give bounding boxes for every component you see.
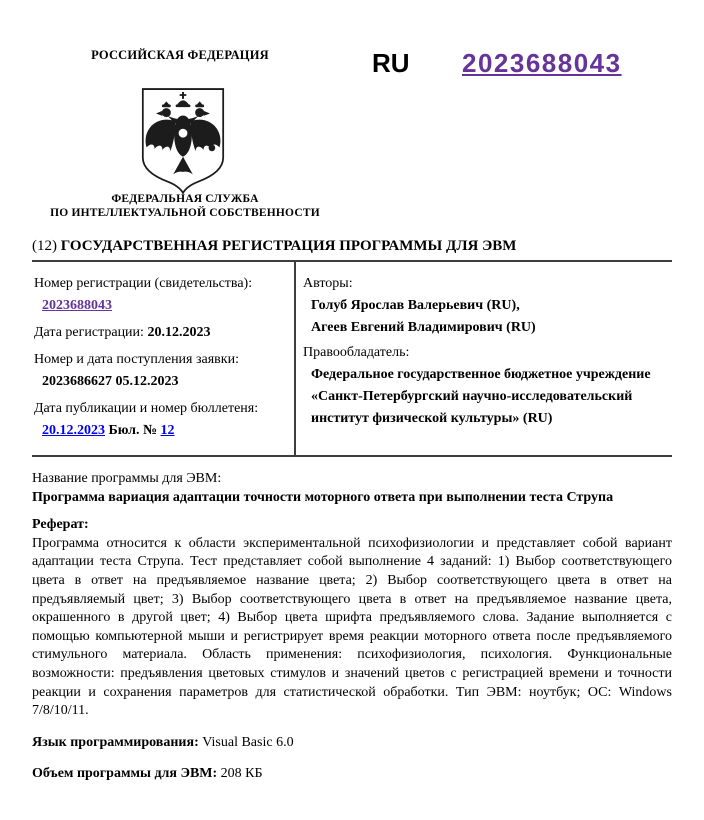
country-code: RU bbox=[372, 48, 410, 78]
agency-name-line2: ПО ИНТЕЛЛЕКТУАЛЬНОЙ СОБСТВЕННОСТИ bbox=[50, 206, 320, 219]
bibliographic-table bbox=[32, 262, 672, 457]
country-label: РОССИЙСКАЯ ФЕДЕРАЦИЯ bbox=[91, 48, 269, 62]
publication-group bbox=[34, 398, 288, 442]
program-size-label: Объем программы для ЭВМ: bbox=[32, 766, 218, 782]
programming-language-line bbox=[32, 734, 672, 753]
programming-language-label: Язык программирования: bbox=[32, 734, 199, 750]
application-value: 2023686627 05.12.2023 bbox=[42, 374, 179, 389]
abstract-text: Программа относится к области экспериментальной психофизиологии и представляет собой вариант адаптации теста Струпа. Тест представляет собой выполнение 4 заданий: 1) Выбор соответствующего цвета в ответ на предъявляемое название цвета; 2) Выбор соответствующего цвета в ответ на предъявляемый цвет; 3) Выбор соответствующего цвета в ответ на предъявляемое название цвета, окрашенного в другой цвет; 4) Выбор цвета шрифта предъявляемого слова. Задание выполняется с помощью компьютерной мыши и регистрирует время реакции моторного ответа после предъявляемого стимульного материала. Область применения: психофизиология, психология. Функциональные возможности: предъявления цветовых стимулов и значений цветов с регистрацией времени и точности реакции и сохранения параметров для статистической обработки. Тип ЭВМ: ноутбук; ОС: Windows 7/8/10/11. bbox=[32, 535, 672, 719]
registration-number-group bbox=[34, 273, 288, 317]
registration-number-label: Номер регистрации (свидетельства): bbox=[34, 276, 253, 291]
bibliography-left-column bbox=[32, 262, 294, 455]
author-name: Голуб Ярослав Валерьевич (RU), bbox=[311, 298, 520, 313]
inid-code: (12) bbox=[32, 238, 57, 254]
abstract-label: Реферат: bbox=[32, 517, 89, 533]
registration-date-line bbox=[34, 322, 288, 344]
doc-type-title: ГОСУДАРСТВЕННАЯ РЕГИСТРАЦИЯ ПРОГРАММЫ ДЛЯ ЭВМ bbox=[60, 238, 517, 254]
agency-name-line1: ФЕДЕРАЛЬНАЯ СЛУЖБА bbox=[111, 193, 259, 205]
registration-date-label: Дата регистрации: bbox=[34, 325, 144, 340]
authors-label: Авторы: bbox=[303, 276, 353, 291]
bulletin-label: Бюл. № bbox=[108, 423, 158, 438]
program-size-line bbox=[32, 765, 672, 784]
application-label: Номер и дата поступления заявки: bbox=[34, 352, 239, 367]
program-title-label: Название программы для ЭВМ: bbox=[32, 471, 222, 486]
document-header bbox=[32, 0, 672, 232]
program-title: Программа вариация адаптации точности моторного ответа при выполнении теста Струпа bbox=[32, 489, 614, 505]
programming-language-value: Visual Basic 6.0 bbox=[202, 734, 294, 750]
doc-type-heading bbox=[32, 238, 672, 262]
rights-holder-name: Федеральное государственное бюджетное учреждение «Санкт-Петербургский научно-исследовательский институт физической культуры» (RU) bbox=[311, 367, 651, 426]
agency-name bbox=[32, 193, 338, 220]
program-size-value: 208 КБ bbox=[220, 766, 263, 782]
registration-number-link[interactable]: 2023688043 bbox=[42, 298, 112, 313]
russia-coat-of-arms-icon bbox=[134, 86, 232, 198]
bibliography-right-column bbox=[294, 262, 672, 455]
registration-date-value: 20.12.2023 bbox=[147, 325, 211, 340]
rights-holder-label: Правообладатель: bbox=[303, 345, 410, 360]
publication-number-link[interactable]: 2023688043 bbox=[462, 48, 622, 78]
publication-label: Дата публикации и номер бюллетеня: bbox=[34, 401, 259, 416]
program-section bbox=[32, 457, 672, 784]
publication-date-link[interactable]: 20.12.2023 bbox=[42, 423, 105, 438]
bulletin-number-link[interactable]: 12 bbox=[160, 423, 175, 438]
application-group bbox=[34, 349, 288, 393]
author-name: Агеев Евгений Владимирович (RU) bbox=[311, 320, 536, 335]
